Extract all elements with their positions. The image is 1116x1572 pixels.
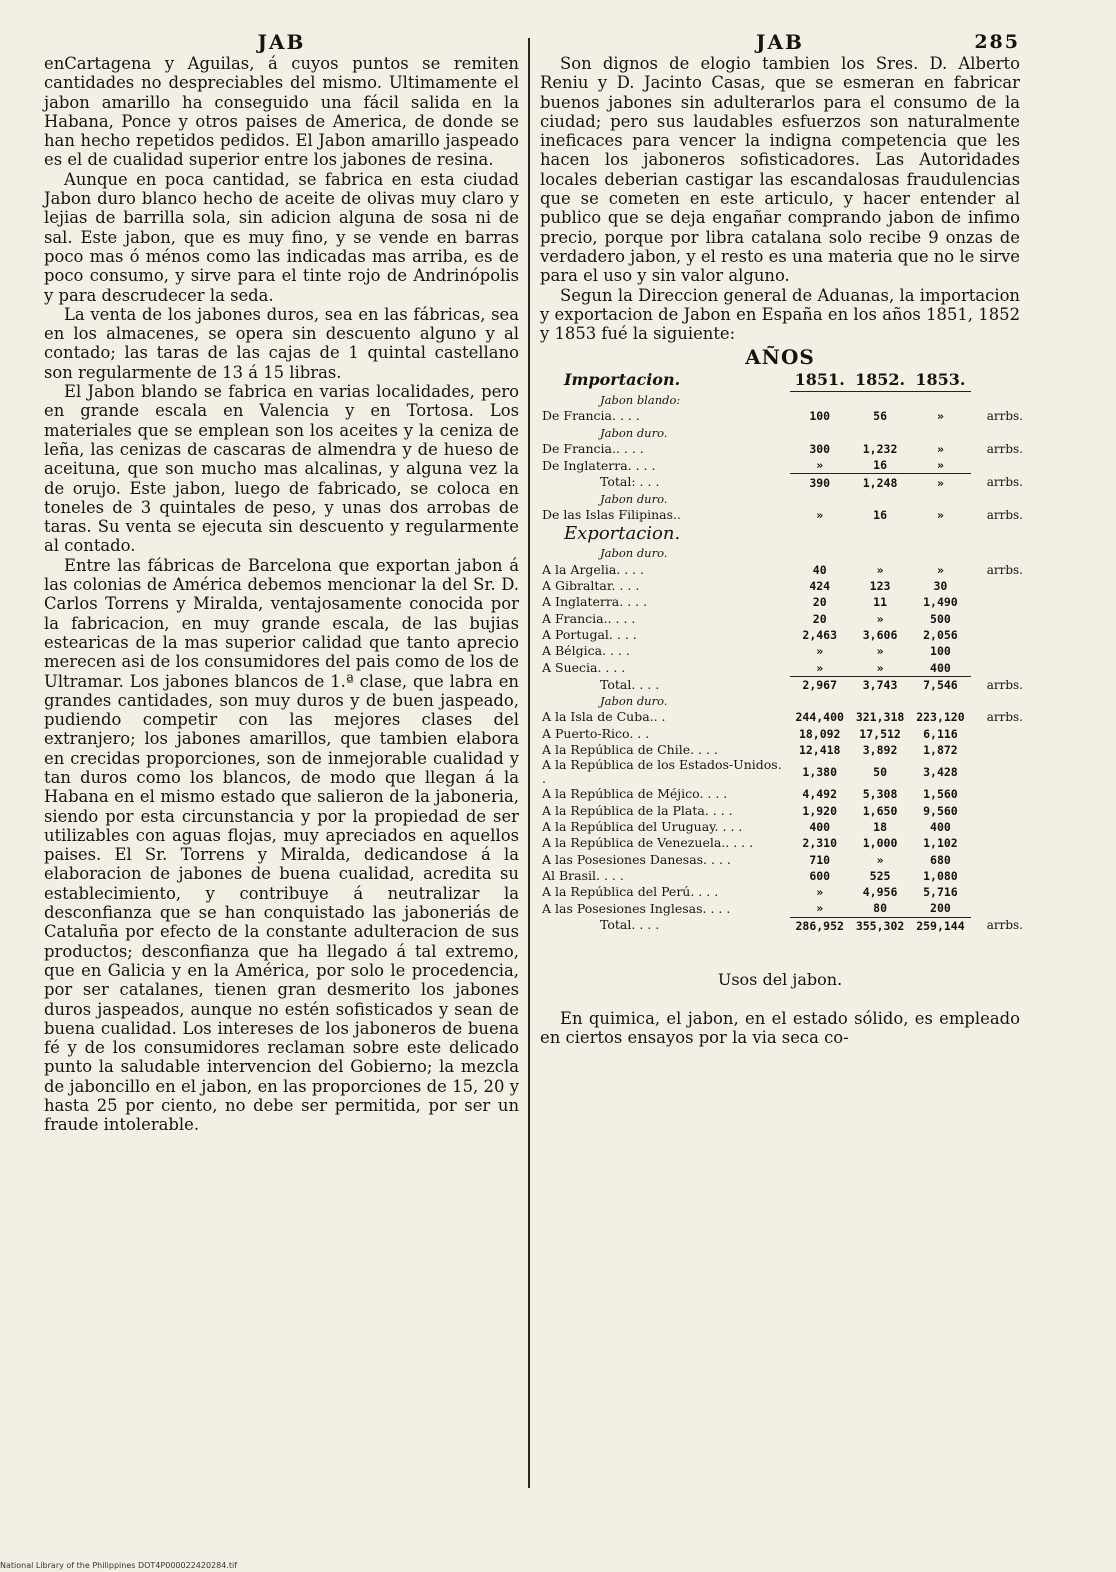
paragraph: Aunque en poca cantidad, se fabrica en esta ciudad Jabon duro blanco hecho de aceite de olivas muy claro y lejias de barrilla sola, sin adicion alguna de sosa ni de sal. Este jabon, que es muy fino, y se vende en barras poco mas ó ménos como las indicadas mas arriba, es de poco consumo, y sirve para el tinte rojo de Andrinópolis y para descrudecer la seda. bbox=[44, 169, 519, 305]
row-label: A Puerto-Rico. . . bbox=[542, 725, 650, 741]
row-label: A la República del Perú. . . . bbox=[542, 884, 719, 900]
table-row bbox=[540, 851, 1025, 867]
cell-value: » bbox=[816, 901, 824, 916]
row-label: A las Posesiones Inglesas. . . . bbox=[542, 900, 731, 916]
cell-value: 1,380 bbox=[802, 765, 838, 780]
cell-value: » bbox=[910, 474, 970, 491]
year-header: 1851. bbox=[790, 369, 850, 391]
total-label: Total. . . . bbox=[600, 917, 660, 933]
total-label: Total. . . . bbox=[600, 676, 660, 692]
cell-value: 244,400 bbox=[795, 710, 844, 725]
cell-value: » bbox=[876, 644, 884, 659]
year-header: 1853. bbox=[910, 369, 970, 391]
cell-value: 3,428 bbox=[923, 765, 958, 780]
cell-value: » bbox=[876, 660, 884, 675]
row-label: A la Isla de Cuba.. . bbox=[542, 709, 666, 725]
cell-value: 400 bbox=[930, 819, 951, 834]
table-header-row bbox=[540, 369, 1025, 391]
paragraph: El Jabon blando se fabrica en varias localidades, pero en grande escala en Valencia y en Tortosa. Los materiales que se emplean son los aceites y la ceniza de leña, las cenizas de cascaras de almendra y de hueso de aceituna, que son mucho mas alcalinas, y alguna vez la de orujo. Este jabon, luego de fabricado, se coloca en toneles de 3 quintales de peso, y unas dos arrobas de taras. Su venta se ejecuta sin descuento y regularmente al contado. bbox=[44, 382, 519, 556]
cell-value: 500 bbox=[930, 611, 951, 626]
cell-value: 3,743 bbox=[850, 676, 910, 693]
cell-value: 1,650 bbox=[862, 803, 898, 818]
cell-value: 680 bbox=[930, 852, 951, 867]
row-label: A Bélgica. . . . bbox=[542, 643, 630, 659]
cell-value: 1,248 bbox=[850, 474, 910, 491]
year-header: 1852. bbox=[850, 369, 910, 391]
exportacion-heading: Exportacion. bbox=[564, 523, 681, 545]
cell-value: 390 bbox=[790, 474, 850, 491]
cell-value: 18,092 bbox=[798, 726, 841, 741]
cell-value: » bbox=[936, 562, 944, 577]
table-row bbox=[540, 562, 1025, 578]
row-label: De Francia. . . . bbox=[542, 408, 640, 424]
cell-value: 1,102 bbox=[923, 836, 958, 851]
table-row bbox=[540, 659, 1025, 676]
cell-value: 5,308 bbox=[862, 787, 898, 802]
row-label: De las Islas Filipinas.. bbox=[542, 507, 681, 523]
cell-value: » bbox=[876, 852, 884, 867]
cell-value: 17,512 bbox=[859, 726, 901, 741]
unit: arrbs. bbox=[986, 508, 1023, 523]
importacion-heading: Importacion. bbox=[564, 370, 681, 390]
subheading-row bbox=[540, 391, 1025, 408]
cell-value: 259,144 bbox=[910, 917, 970, 934]
running-header-left: JAB bbox=[257, 30, 306, 54]
table-row bbox=[540, 611, 1025, 627]
unit: arrbs. bbox=[986, 677, 1023, 692]
paragraph: enCartagena y Aguilas, á cuyos puntos se remiten cantidades no despreciables del mismo. Ultimamente el jabon amarillo ha conseguido una fácil salida en la Habana, Ponce y otros paises de America, de donde se han hecho repetidos pedidos. El Jabon amarillo jaspeado es el de cualidad superior entre los jabones de resina. bbox=[44, 54, 519, 170]
cell-value: 3,606 bbox=[862, 627, 898, 642]
table-row bbox=[540, 507, 1025, 523]
cell-value: » bbox=[876, 611, 884, 626]
paragraph: Entre las fábricas de Barcelona que exportan jabon á las colonias de América debemos mencionar la del Sr. D. Carlos Torrens y Miralda, ventajosamente conocida por la fabricacion, en muy grande escala, de las bujias estearicas de la mas superior calidad que tanto aprecio merecen asi de los consumidores del pais como de los de Ultramar. Los jabones blancos de 1.ª clase, que labra en grandes cantidades, son muy duros y de buen jaspeado, pudiendo competir con las mejores clases del extranjero; los jabones amarillos, que tambien elabora en crecidas proporciones, son de inmejorable cualidad y tan duros como los blancos, de modo que llegan á la Habana en el mismo estado que salieron de la jaboneria, siendo por esta circunstancia y por la propiedad de ser utilizables con aguas flojas, muy apreciados en aquellos paises. El Sr. Torrens y Miralda, dedicandose á la elaboracion de jabones de buena cualidad, acredita su establecimiento, y contribuye á neutralizar la desconfianza que se han conquistado las jaboneriás de Cataluña por efecto de la constante adulteracion de sus productos; desconfianza que ha llegado á tal extremo, que en Galicia y en la América, por solo le procedencia, por ser catalanes, tienen gran desmerito los jabones duros jaspeados, aunque no estén sofisticados y sean de buena cualidad. Los intereses de los jaboneros de buena fé y de los consumidores reclaman sobre este delicado punto la saludable intervencion del Gobierno; la mezcla de jaboncillo en el jabon, en las proporciones de 15, 20 y hasta 25 por ciento, no debe ser permitida, por ser un fraude intolerable. bbox=[44, 555, 519, 1135]
cell-value: 1,080 bbox=[923, 868, 958, 883]
cell-value: 1,490 bbox=[923, 595, 958, 610]
running-header-right bbox=[540, 30, 1020, 54]
paragraph: Son dignos de elogio tambien los Sres. D. Alberto Reniu y D. Jacinto Casas, que se esmeran en fabricar buenos jabones sin adulterarlos para el consumo de la ciudad; pero sus laudables esfuerzos son naturalmente ineficaces para vencer la indigna competencia que les hacen los jaboneros sofisticadores. Las Autoridades locales deberian castigar las escandalosas fraudulencias que se cometen en este articulo, y hacer entender al publico que se deja engañar comprando jabon de infimo precio, porque por libra catalana solo recibe 9 onzas de verdadero jabon, y el resto es una materia que no le sirve para el uso y sin valor alguno. bbox=[540, 54, 1020, 286]
cell-value: 40 bbox=[812, 562, 827, 577]
cell-value: 2,463 bbox=[802, 627, 838, 642]
table-row bbox=[540, 868, 1025, 884]
row-label: A Suecia. . . . bbox=[542, 659, 626, 675]
cell-value: 4,492 bbox=[802, 787, 838, 802]
cell-value: » bbox=[876, 562, 884, 577]
row-label: De Inglaterra. . . . bbox=[542, 457, 656, 473]
cell-value: 20 bbox=[812, 611, 827, 626]
cell-value: 6,116 bbox=[923, 726, 958, 741]
cell-value: 2,310 bbox=[802, 836, 838, 851]
cell-value: 525 bbox=[869, 868, 891, 883]
total-label: Total: . . . bbox=[600, 474, 660, 490]
cell-value: » bbox=[936, 409, 944, 424]
table-row bbox=[540, 709, 1025, 725]
cell-value: 200 bbox=[930, 901, 951, 916]
table-row bbox=[540, 819, 1025, 835]
table-row bbox=[540, 742, 1025, 758]
table-row bbox=[540, 408, 1025, 424]
paragraph: La venta de los jabones duros, sea en las fábricas, sea en los almacenes, se opera sin descuento alguno y al contado; las taras de las cajas de 1 quintal castellano son regularmente de 13 á 15 libras. bbox=[44, 304, 519, 382]
paragraph: En quimica, el jabon, en el estado sólido, es empleado en ciertos ensayos por la via seca co- bbox=[540, 1008, 1020, 1048]
cell-value: 80 bbox=[873, 901, 887, 916]
row-label: A las Posesiones Danesas. . . . bbox=[542, 851, 731, 867]
subheading-row bbox=[540, 425, 1025, 441]
subheading-row bbox=[540, 491, 1025, 507]
subheading: Jabon duro. bbox=[600, 491, 668, 506]
section-row bbox=[540, 523, 1025, 545]
table-row bbox=[540, 643, 1025, 659]
table-row bbox=[540, 884, 1025, 900]
subheading: Jabon blando: bbox=[600, 393, 681, 408]
cell-value: » bbox=[816, 458, 824, 473]
subheading: Jabon duro. bbox=[600, 425, 668, 440]
table-row bbox=[540, 835, 1025, 851]
exportacion-group-1 bbox=[540, 562, 1025, 677]
row-label: A la República de Venezuela.. . . . bbox=[542, 835, 754, 851]
section-heading: Usos del jabon. bbox=[717, 969, 843, 989]
cell-value: 9,560 bbox=[923, 803, 958, 818]
table-row bbox=[540, 578, 1025, 594]
unit: arrbs. bbox=[986, 562, 1023, 577]
total-row bbox=[540, 676, 1025, 693]
cell-value: » bbox=[816, 508, 824, 523]
cell-value: 400 bbox=[809, 819, 831, 834]
cell-value: 1,920 bbox=[802, 803, 838, 818]
cell-value: » bbox=[816, 885, 824, 900]
table-row bbox=[540, 594, 1025, 610]
cell-value: 424 bbox=[809, 579, 831, 594]
cell-value: 50 bbox=[873, 765, 887, 780]
cell-value: 1,560 bbox=[923, 787, 958, 802]
row-label: De Francia.. . . . bbox=[542, 440, 644, 456]
cell-value: 16 bbox=[873, 508, 887, 523]
unit: arrbs. bbox=[986, 710, 1023, 725]
table-row bbox=[540, 786, 1025, 802]
cell-value: 286,952 bbox=[790, 917, 850, 934]
table-row bbox=[540, 457, 1025, 474]
cell-value: 1,872 bbox=[923, 743, 958, 758]
unit: arrbs. bbox=[986, 475, 1023, 490]
row-label: A la República de Chile. . . . bbox=[542, 742, 718, 758]
unit: arrbs. bbox=[986, 409, 1023, 424]
cell-value: 2,967 bbox=[790, 676, 850, 693]
row-label: A la República del Uruguay. . . . bbox=[542, 818, 743, 834]
cell-value: 4,956 bbox=[862, 885, 898, 900]
cell-value: 355,302 bbox=[850, 917, 910, 934]
cell-value: 710 bbox=[809, 852, 831, 867]
row-label: A la Argelia. . . . bbox=[542, 561, 645, 577]
table-row bbox=[540, 627, 1025, 643]
cell-value: 300 bbox=[809, 441, 831, 456]
cell-value: 56 bbox=[873, 409, 887, 424]
cell-value: 12,418 bbox=[798, 743, 841, 758]
cell-value: 123 bbox=[869, 579, 891, 594]
cell-value: 321,318 bbox=[855, 710, 905, 725]
row-label: A Inglaterra. . . . bbox=[542, 594, 648, 610]
table-row bbox=[540, 726, 1025, 742]
row-label: Al Brasil. . . . bbox=[542, 867, 624, 883]
page-number: 285 bbox=[974, 31, 1020, 53]
subheading-row bbox=[540, 545, 1025, 561]
cell-value: » bbox=[936, 508, 944, 523]
cell-value: » bbox=[936, 458, 944, 473]
cell-value: 600 bbox=[809, 868, 831, 883]
cell-value: 16 bbox=[873, 458, 887, 473]
cell-value: 1,000 bbox=[862, 836, 898, 851]
table-title: AÑOS bbox=[745, 345, 815, 370]
table-row bbox=[540, 441, 1025, 457]
cell-value: » bbox=[936, 441, 944, 456]
unit: arrbs. bbox=[986, 441, 1023, 456]
subheading: Jabon duro. bbox=[600, 694, 668, 709]
row-label: A Portugal. . . . bbox=[542, 626, 637, 642]
cell-value: 7,546 bbox=[910, 676, 970, 693]
running-header-right-text: JAB bbox=[756, 30, 804, 54]
left-column bbox=[44, 30, 519, 1135]
cell-value: 2,056 bbox=[923, 627, 958, 642]
table-row bbox=[540, 802, 1025, 818]
cell-value: 18 bbox=[873, 819, 887, 834]
cell-value: 100 bbox=[930, 644, 951, 659]
row-label: A la República de la Plata. . . . bbox=[542, 802, 733, 818]
row-label: A la República de Méjico. . . . bbox=[542, 786, 728, 802]
cell-value: 20 bbox=[812, 595, 827, 610]
subheading: Jabon duro. bbox=[600, 546, 668, 561]
cell-value: 1,232 bbox=[862, 441, 898, 456]
row-label: A Francia.. . . . bbox=[542, 610, 636, 626]
cell-value: 3,892 bbox=[862, 743, 898, 758]
cell-value: 400 bbox=[930, 660, 951, 675]
cell-value: 30 bbox=[933, 579, 948, 594]
table-row bbox=[540, 758, 1025, 786]
total-row bbox=[540, 917, 1025, 934]
row-label: A la República de los Estados-Unidos. . bbox=[542, 757, 782, 787]
cell-value: 11 bbox=[873, 595, 887, 610]
cell-value: » bbox=[816, 644, 824, 659]
column-divider bbox=[528, 38, 530, 1488]
table-row bbox=[540, 900, 1025, 917]
cell-value: 100 bbox=[809, 409, 831, 424]
unit: arrbs. bbox=[986, 918, 1023, 933]
cell-value: 5,716 bbox=[923, 885, 958, 900]
subheading-row bbox=[540, 693, 1025, 709]
total-row bbox=[540, 474, 1025, 491]
customs-table bbox=[540, 369, 1025, 933]
cell-value: » bbox=[816, 660, 824, 675]
exportacion-group-2 bbox=[540, 709, 1025, 917]
scan-footer: National Library of the Philippines DOT4P000022420284.tif bbox=[0, 1561, 238, 1570]
row-label: A Gibraltar. . . . bbox=[542, 578, 640, 594]
right-column bbox=[540, 30, 1023, 1048]
paragraph: Segun la Direccion general de Aduanas, la importacion y exportacion de Jabon en España en los años 1851, 1852 y 1853 fué la siguiente: bbox=[540, 285, 1020, 344]
cell-value: 223,120 bbox=[916, 710, 965, 725]
